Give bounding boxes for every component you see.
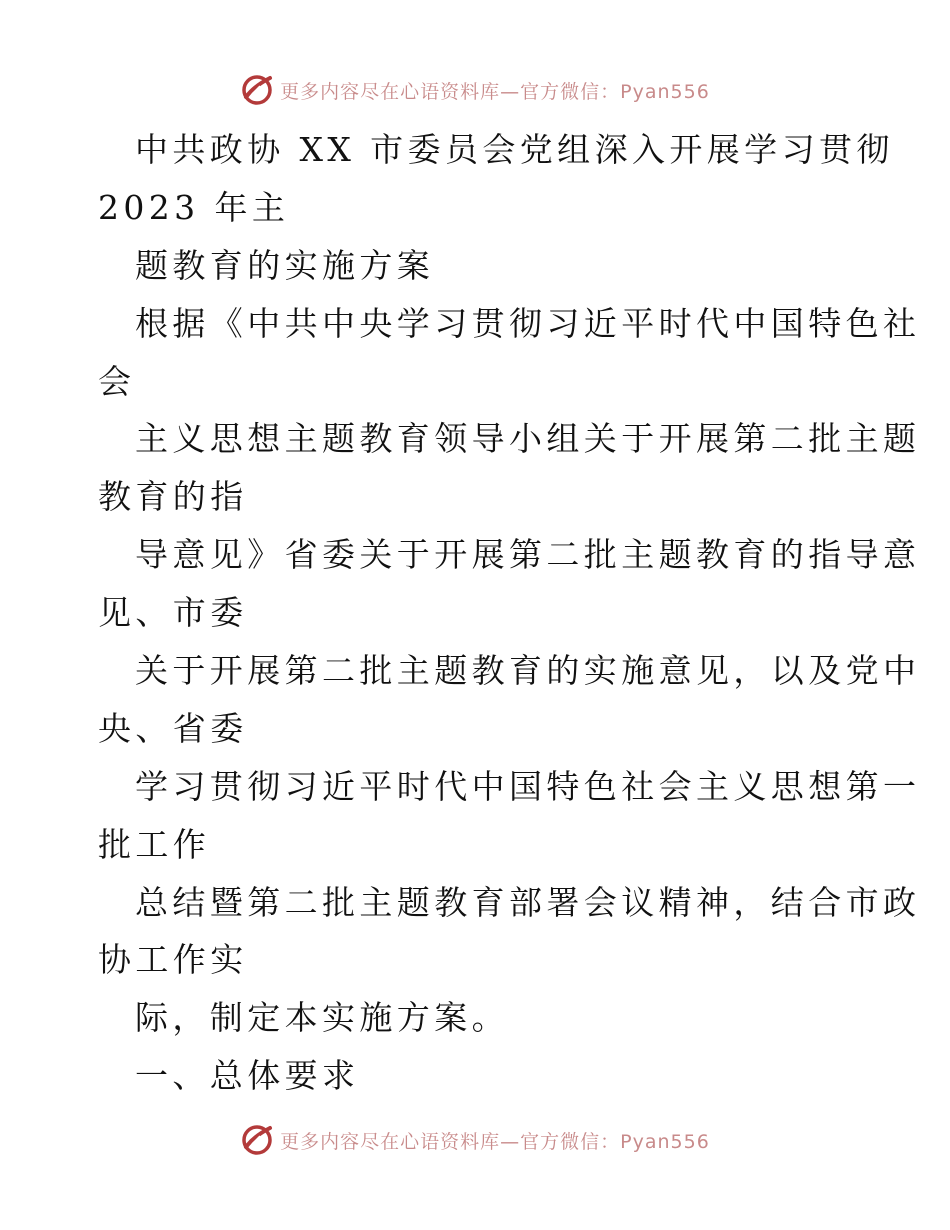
title-line: 中共政协 XX 市委员会党组深入开展学习贯彻 (135, 130, 894, 169)
paragraph-line: 协工作实 (98, 940, 248, 980)
title-line: 2023 年主 (98, 187, 290, 227)
document-body (98, 121, 921, 1105)
paragraph-line: 导意见》省委关于开展第二批主题教育的指导意 (135, 535, 921, 575)
paragraph-line: 学习贯彻习近平时代中国特色社会主义思想第一 (135, 766, 921, 806)
section-heading: 一、总体要求 (135, 1056, 360, 1096)
paragraph-line: 根据《中共中央学习贯彻习近平时代中国特色社 (135, 303, 921, 343)
paragraph-line: 总结暨第二批主题教育部署会议精神，结合市政 (135, 882, 921, 922)
brush-seal-icon (240, 73, 274, 107)
paragraph-line: 际，制定本实施方案。 (135, 998, 509, 1038)
brush-seal-icon (240, 1123, 274, 1157)
paragraph-line: 央、省委 (98, 708, 248, 748)
paragraph-line: 关于开展第二批主题教育的实施意见，以及党中 (135, 651, 921, 691)
paragraph-line: 会 (98, 361, 136, 401)
paragraph-line: 批工作 (98, 824, 211, 864)
watermark-header (0, 68, 950, 112)
title-line: 题教育的实施方案 (135, 245, 435, 285)
paragraph-line: 见、市委 (98, 593, 248, 633)
watermark-text: 更多内容尽在心语资料库—官方微信：Pyan556 (280, 1130, 710, 1153)
watermark-footer (0, 1118, 950, 1162)
watermark-text: 更多内容尽在心语资料库—官方微信：Pyan556 (280, 80, 710, 103)
paragraph-line: 主义思想主题教育领导小组关于开展第二批主题 (135, 419, 921, 459)
paragraph-line: 教育的指 (98, 477, 248, 517)
